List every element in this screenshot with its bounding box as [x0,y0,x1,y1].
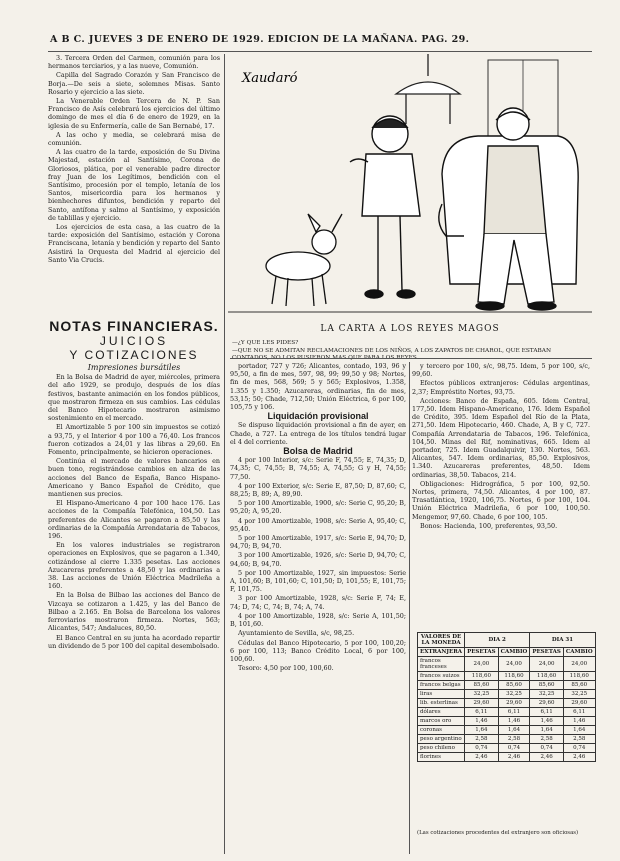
rate-cell: 32,25 [465,690,499,699]
notas-title: NOTAS FINANCIERAS. [49,318,219,334]
table-header: DIA 31 [530,633,595,648]
boy-figure [350,116,420,298]
paragraph: Acciones: Banco de España, 605. Idem Central, 177,50. Idem Hispano-Americano, 176. Idem Español de Crédito, 395. Idem Español del Río de la Plata, 271,50. Idem Hipotecario, 460. Chade, A, B y C, 727. Compañía Arrendataria de Tabacos, 196. Telefónica, 104,50. Minas del Rif, nominativas, 665. Idem al portador, 725. Idem Guadalquivir, 130. Nortes, 563. Alicantes, 547. Idem ordinarias, 85,50. Explosivos, 1.340. Azucareras preferentes, 48,50. Idem ordinarias, 38,50. Tabacos, 214. [412,396,590,479]
liquidacion-heading: Liquidación provisional [267,411,369,422]
rate-cell: 6,11 [563,708,595,717]
notas-subtitle-2: Y COTIZACIONES [69,348,199,362]
rate-cell: 85,60 [563,681,595,690]
rate-cell: 0,74 [563,744,595,753]
paragraph: portador, 727 y 726; Alicantes, contado, 193, 96 y 95,50, a fin de mes, 597, 98, 99; 99,50 y 98; Nortes, fin de mes, 568, 569; 5 y 565; Explosivos, 1.358, 1.355 y 1.350; Azucareras, ordinarias, fin de mes, 53,15; 50; Chade, 712,50; Unión Eléctrica, 6 por 100, 105,75 y 106. [230,362,406,412]
rate-cell: 29,60 [530,699,564,708]
table-subheader: EXTRANJERA [418,648,465,657]
lamp-icon [396,54,460,124]
currency-name: francos franceses [418,657,465,672]
rate-cell: 1,64 [498,726,530,735]
table-subheader: CAMBIO [563,648,595,657]
rate-cell: 2,58 [498,735,530,744]
rate-cell: 24,00 [465,657,499,672]
table-note: (Las cotizaciones procedentes del extranjero son oficiosas) [417,830,579,836]
rate-cell: 29,60 [465,699,499,708]
cartoon-illustration [228,54,592,322]
table-row [418,717,596,726]
rate-cell: 118,60 [530,672,564,681]
cartoon-caption [232,340,588,363]
rate-cell: 0,74 [530,744,564,753]
paragraph: El Banco Central en su junta ha acordado repartir un dividendo de 5 por 100 del capital desembolsado. [48,633,220,650]
paragraph: Efectos públicos extranjeros: Cédulas argentinas, 2,37; Empréstito Nortes, 93,75. [412,379,590,396]
column-acciones [412,362,590,531]
currency-name: francos suizos [418,672,465,681]
rate-cell: 32,25 [563,690,595,699]
column-divider [224,54,225,854]
rate-cell: 6,11 [498,708,530,717]
cartoon-caption-title: LA CARTA A LOS REYES MAGOS [320,324,500,334]
quote-line: 4 por 100 Amortizable, 1908, s/c: Serie A, 95,40; C, 95,40. [230,516,406,533]
dog-figure [266,214,342,306]
paragraph: A las ocho y media, se celebrará misa de comunión. [48,130,220,148]
impresiones-heading: Impresiones bursátiles [87,363,181,372]
rate-cell: 85,60 [465,681,499,690]
cartoonist-signature: Xaudaró [242,71,298,86]
paragraph: Capilla del Sagrado Corazón y San Francisco de Borja.—De seis a siete, solemnes Misas. Santo Rosario y ejercicio a las siete. [48,71,220,96]
table-row [418,681,596,690]
rate-cell: 29,60 [563,699,595,708]
rate-cell: 2,46 [530,753,564,762]
caption-line: —¿Y QUE LES PIDES? [232,340,299,346]
table-row [418,744,596,753]
paragraph: Continúa el mercado de valores bancarios en buen tono, registrándose cambios en alza de las acciones del Banco de España, Banco Hispano-Americano y Banco Español de Crédito, que mantienen sus precios. [48,457,220,499]
paragraph: Bonos: Hacienda, 100, preferentes, 93,50. [420,521,558,530]
rate-cell: 0,74 [465,744,499,753]
header-rule [48,51,592,52]
paragraph: Los ejercicios de esta casa, a las cuatro de la tarde: exposición del Santísimo, estación y Corona Franciscana, letanía y bendición y reparto del Santo Asistirá la Orquesta del Madrid al ejercicio del Santo Via Crucis. [48,223,220,264]
rate-cell: 6,11 [465,708,499,717]
table-row [418,708,596,717]
quote-line: 3 por 100 Amortizable, 1926, s/c: Serie D, 94,70; C, 94,60; B, 94,70. [230,551,406,568]
currency-name: coronas [418,726,465,735]
rate-cell: 1,46 [498,717,530,726]
rate-cell: 2,46 [563,753,595,762]
caption-line: —QUE NO SE ADMITAN RECLAMACIONES DE LOS NIÑOS, A LOS ZAPATOS DE CHAROL, QUE ESTABAN [232,347,552,354]
paragraph: En la Bolsa de Bilbao las acciones del Banco de Vizcaya se cotizaron a 1.425, y las del Banco de Bilbao a 2.165. En Bolsa de Barcelona los valores ferroviarios mostraron firmeza. Nortes, 563; Alicantes, 547; Andaluces, 80,50. [48,591,220,633]
table-row [418,735,596,744]
table-header: DIA 2 [465,633,530,648]
rate-cell: 6,11 [530,708,564,717]
paragraph: 3. Tercera Orden del Carmen, comunión para los hermanos terciarios, y a las nueve, Comunión. [48,54,220,71]
rate-cell: 1,64 [465,726,499,735]
caption-rule [230,358,592,359]
bolsa-heading: Bolsa de Madrid [283,446,353,457]
column-religious-notices [48,54,220,265]
quote-line: Cédulas del Banco Hipotecario, 5 por 100, 100,20; 6 por 100, 113; Banco Crédito Local, 6 por 100, 100,60. [230,638,406,663]
currency-name: dólares [418,708,465,717]
rate-cell: 1,46 [465,717,499,726]
quote-line: 4 por 100 Amortizable, 1928, s/c: Serie A, 101,50; B, 101,60. [230,611,406,629]
paragraph: El Hispano-Americano 4 por 100 hace 176. Las acciones de la Compañía Telefónica, 104,50. Las preferentes de Alicantes se pagaron a 85,50 y las ordinarias de la Compañía Arrendataria de Tabacos, 196. [48,499,220,541]
rate-cell: 2,58 [530,735,564,744]
rate-cell: 1,64 [530,726,564,735]
currency-name: marcos oro [418,717,465,726]
paragraph: En la Bolsa de Madrid de ayer, miércoles, primera del año 1929, se produjo, después de los días festivos, bastante animación en los fondos públicos, que mostraron firmeza en sus cambios. Las cédulas del Banco Hipotecario mostraron asimismo sostenimiento en el mercado. [48,373,220,423]
rate-cell: 24,00 [530,657,564,672]
rate-cell: 85,60 [498,681,530,690]
financial-notes-heading [48,318,220,362]
column-financial-notes [48,364,220,651]
paragraph: Obligaciones: Hidrográfica, 5 por 100, 92,50. Nortes, primera, 74,50. Alicantes, 4 por 100, 87. Trasatlántica, 1920, 106,75. Nortes, 6 por 100, 104. Unión Eléctrica Madrileña, 6 por 100, 100,50. Mengemor, 97,60. Chade, 6 por 100, 105. [412,479,590,521]
rate-cell: 1,64 [563,726,595,735]
rate-cell: 118,60 [465,672,499,681]
paragraph: y tercero por 100, s/c, 98,75. Idem, 5 por 100, s/c, 99,60. [412,362,590,379]
quote-line: Tesoro: 4,50 por 100, 100,60. [238,664,334,673]
rate-cell: 118,60 [498,672,530,681]
currency-name: peso argentino [418,735,465,744]
paragraph: La Venerable Orden Tercera de N. P. San Francisco de Asís celebrará los ejercicios del último domingo de mes el día 6 de enero de 1929, en la iglesia de su Enfermería, calle de San Bernabé, 17. [48,97,220,130]
quote-line: Ayuntamiento de Sevilla, s/c, 98,25. [238,629,355,638]
table-row [418,672,596,681]
table-subheader: PESETAS [530,648,564,657]
rate-cell: 118,60 [563,672,595,681]
quote-line: 5 por 100 Amortizable, 1927, sin impuestos: Serie A, 101,60; B, 101,60; C, 101,50; D, 101,55; E, 101,75; F, 101,75. [230,568,406,594]
quote-line: 4 por 100 Interior, s/c: Serie F, 74,55; E, 74,35; D, 74,35; C, 74,55; B, 74,55; A, 74,55; G y H, 74,55; 77,50. [230,456,406,481]
exchange-rates-table [417,632,596,762]
rate-cell: 85,60 [530,681,564,690]
currency-name: florines [418,753,465,762]
paragraph: A las cuatro de la tarde, exposición de Su Divina Majestad, estación al Santísimo, Corona de Gloriosos, plática, por el venerable padre director fray Juan de los Legítimos, bendición con el Santísimo, procesión por el templo, letanía de los Santos, misericordia para los hermanos y bienhechores difuntos, bendición y reparto del Santo, antífona y salmo al Santísimo, y exposición de tablillas y ejercicio. [48,148,220,222]
table-row [418,753,596,762]
currency-name: liras [418,690,465,699]
rate-cell: 1,46 [563,717,595,726]
page-header: A B C. JUEVES 3 DE ENERO DE 1929. EDICION DE LA MAÑANA. PAG. 29. [50,34,470,45]
table-row [418,690,596,699]
currency-name: peso chileno [418,744,465,753]
table-subheader: CAMBIO [498,648,530,657]
table-subheader: PESETAS [465,648,499,657]
table-row [418,699,596,708]
column-divider [409,362,410,854]
quote-line: 4 por 100 Exterior, s/c: Serie E, 87,50; D, 87,60; C, 88,25; B, 89; A, 89,90. [230,481,406,499]
quote-line: 3 por 100 Amortizable, 1928, s/c: Serie F, 74; E, 74; D, 74; C, 74; B, 74; A, 74. [230,594,406,611]
rate-cell: 2,58 [563,735,595,744]
table-row [418,657,596,672]
table-header: VALORES DE LA MONEDA [418,633,465,648]
rate-cell: 2,46 [465,753,499,762]
table-row [418,726,596,735]
rate-cell: 24,00 [563,657,595,672]
paragraph: Se dispuso liquidación provisional a fin de ayer, en Chade, a 727. La entrega de los títulos tendrá lugar el 4 del corriente. [230,421,406,446]
rate-cell: 2,58 [465,735,499,744]
rate-cell: 0,74 [498,744,530,753]
rate-cell: 24,00 [498,657,530,672]
quote-line: 5 por 100 Amortizable, 1917, s/c: Serie E, 94,70; D, 94,70; B, 94,70. [230,534,406,551]
rate-cell: 2,46 [498,753,530,762]
currency-name: lib. esterlinas [418,699,465,708]
rate-cell: 1,46 [530,717,564,726]
paragraph: En los valores industriales se registraron operaciones en Explosivos, que se pagaron a 1.340, cotizándose al cierre 1.335 pesetas. Las acciones Azucareras preferentes a 48,50 y las ordinarias a 38. Las acciones de Unión Eléctrica Madrileña a 160. [48,541,220,591]
quote-line: 5 por 100 Amortizable, 1900, s/c: Serie C, 95,20; B, 95,20; A, 95,20. [230,499,406,516]
rate-cell: 32,25 [498,690,530,699]
rate-cell: 29,60 [498,699,530,708]
currency-name: francos belgas [418,681,465,690]
paragraph: El Amortizable 5 por 100 sin impuestos se cotizó a 93,75, y el Interior 4 por 100 a 76,40. Los francos fueron cotizados a 24,01 y las libras a 29,60. En Fomento, principalmente, se hicieron operaciones. [48,423,220,457]
notas-subtitle-1: JUICIOS [99,334,169,348]
rate-cell: 32,25 [530,690,564,699]
column-bolsa [230,362,406,673]
